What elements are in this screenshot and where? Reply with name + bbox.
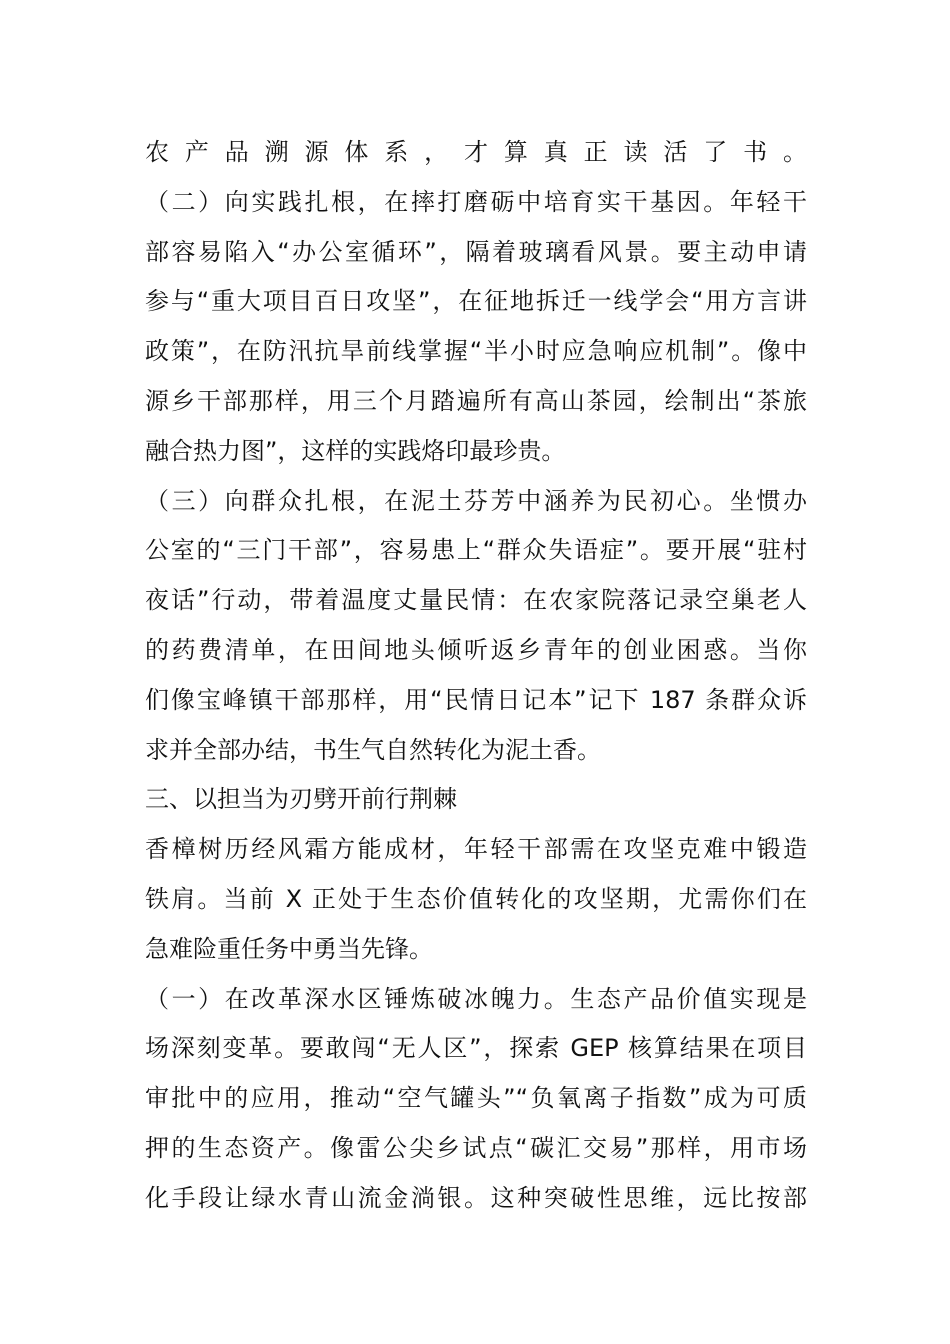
text-line-18: （一）在改革深水区锤炼破冰魄力。生态产品价值实现是 bbox=[145, 984, 807, 1013]
text-line-6: 源乡干部那样，用三个月踏遍所有高山茶园，绘制出“茶旅 bbox=[145, 386, 807, 415]
text-line-12: 们像宝峰镇干部那样，用“民情日记本”记下 187 条群众诉 bbox=[145, 685, 807, 714]
section-heading: 三、以担当为刃劈开前行荆棘 bbox=[145, 785, 457, 814]
text-line-15: 香樟树历经风霜方能成材，年轻干部需在攻坚克难中锻造 bbox=[145, 835, 807, 864]
text-line-19: 场深刻变革。要敢闯“无人区”，探索 GEP 核算结果在项目 bbox=[145, 1034, 807, 1063]
text-line-8: （三）向群众扎根，在泥土芬芳中涵养为民初心。坐惯办 bbox=[145, 486, 807, 515]
text-line-2: （二）向实践扎根，在摔打磨砺中培育实干基因。年轻干 bbox=[145, 187, 807, 216]
document-page bbox=[145, 128, 807, 1224]
text-line-22: 化手段让绿水青山流金淌银。这种突破性思维，远比按部 bbox=[145, 1183, 807, 1212]
text-line-16: 铁肩。当前 X 正处于生态价值转化的攻坚期，尤需你们在 bbox=[145, 884, 807, 913]
text-line-17: 急难险重任务中勇当先锋。 bbox=[145, 934, 433, 963]
text-line-1: 农产品溯源体系，才算真正读活了书。 bbox=[145, 138, 807, 166]
text-line-7: 融合热力图”，这样的实践烙印最珍贵。 bbox=[145, 436, 566, 465]
text-line-13: 求并全部办结，书生气自然转化为泥土香。 bbox=[145, 735, 601, 764]
text-line-10: 夜话”行动，带着温度丈量民情：在农家院落记录空巢老人 bbox=[145, 586, 807, 615]
text-line-4: 参与“重大项目百日攻坚”，在征地拆迁一线学会“用方言讲 bbox=[145, 287, 807, 316]
text-line-11: 的药费清单，在田间地头倾听返乡青年的创业困惑。当你 bbox=[145, 635, 807, 664]
text-line-5: 政策”，在防汛抗旱前线掌握“半小时应急响应机制”。像中 bbox=[145, 337, 807, 366]
text-line-3: 部容易陷入“办公室循环”，隔着玻璃看风景。要主动申请 bbox=[145, 237, 807, 266]
text-line-21: 押的生态资产。像雷公尖乡试点“碳汇交易”那样，用市场 bbox=[145, 1133, 807, 1162]
text-line-20: 审批中的应用，推动“空气罐头”“负氧离子指数”成为可质 bbox=[145, 1084, 807, 1113]
text-line-9: 公室的“三门干部”，容易患上“群众失语症”。要开展“驻村 bbox=[145, 536, 807, 565]
